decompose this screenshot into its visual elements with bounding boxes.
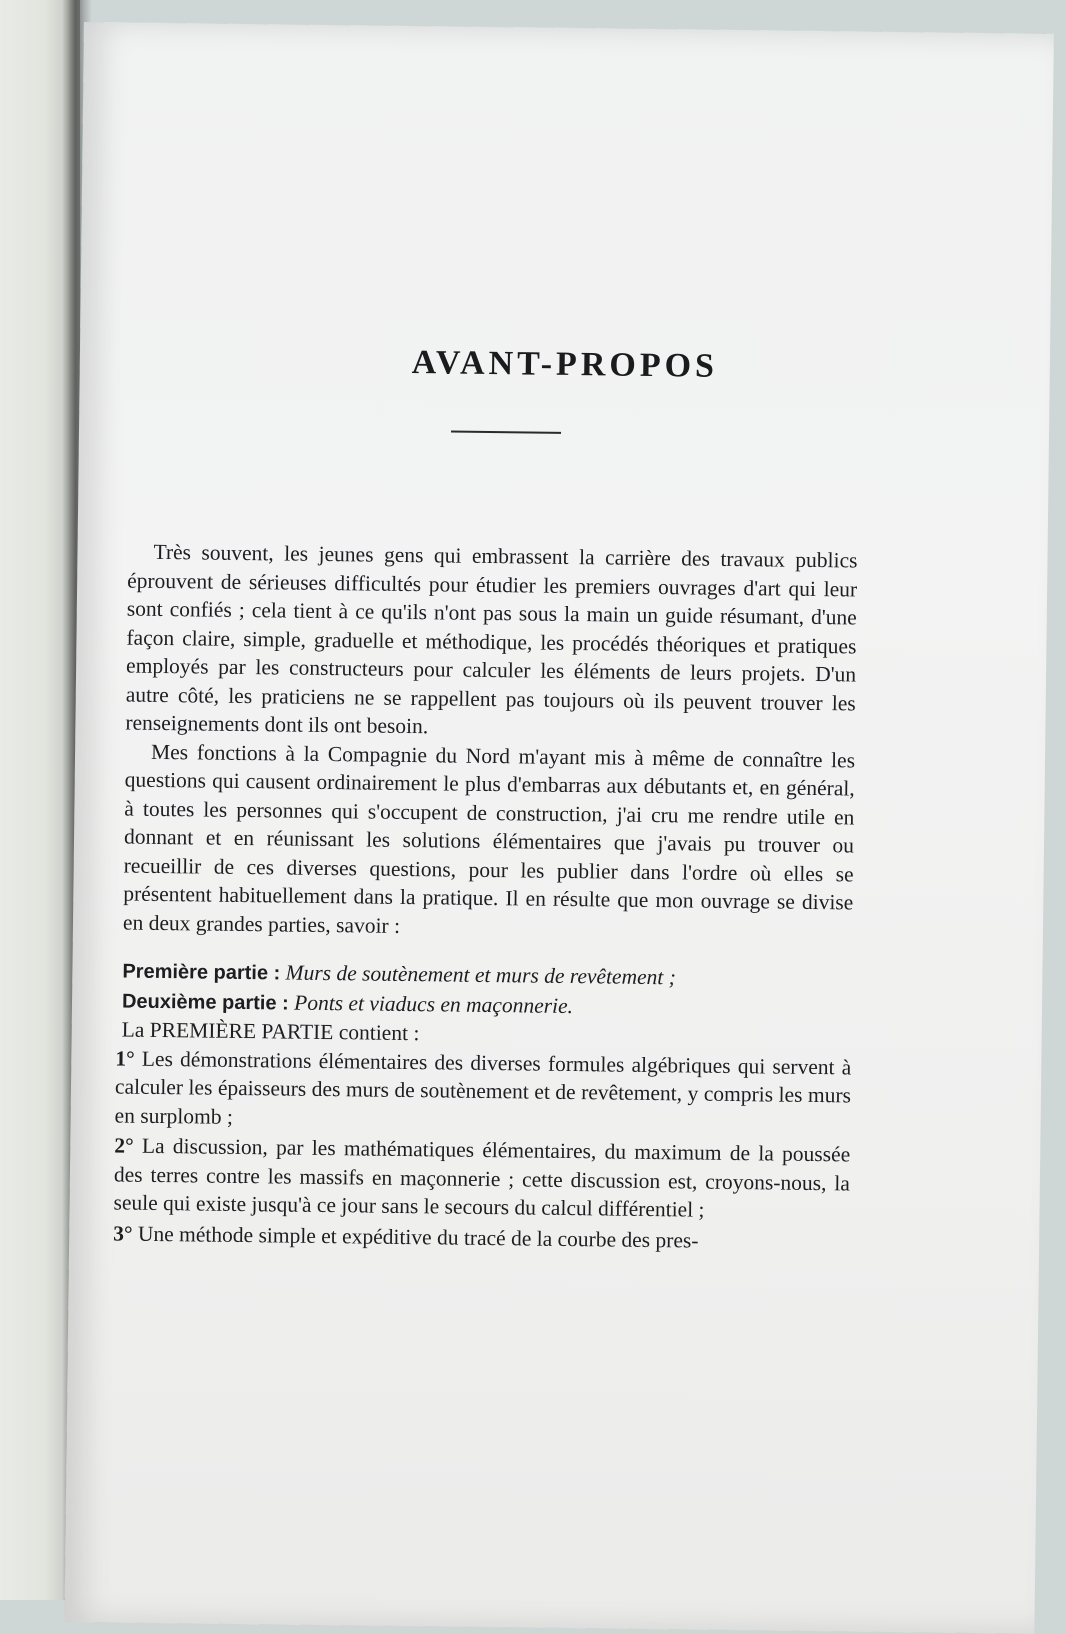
item-3-number: 3° <box>113 1220 133 1246</box>
title-rule <box>451 431 561 434</box>
part-2-label: Deuxième partie : <box>121 990 289 1015</box>
page-title: AVANT-PROPOS <box>411 344 719 385</box>
page-body <box>113 538 858 1257</box>
part-2-title: Ponts et viaducs en maçonnerie. <box>294 990 574 1018</box>
paragraph-1: Très souvent, les jeunes gens qui embrassent la carrière des travaux publics éprouvent de sérieuses difficultés pour étudier les premiers ouvrages d'art qui leur sont confiés ; cela tient à ce qu'ils n'ont pas sous la main un guide résumant, d'une façon claire, simple, graduelle et méthodique, les procédés théoriques et pratiques employés par les constructeurs pour calculer les éléments de leurs projets. D'un autre côté, les praticiens ne se rappellent pas toujours où ils peuvent trouver les renseignements dont ils ont besoin. <box>125 539 858 739</box>
contents-item-1 <box>114 1044 851 1138</box>
parts-list <box>122 957 853 1025</box>
contents-intro: La PREMIÈRE PARTIE contient : <box>121 1017 420 1046</box>
contents-item-2 <box>113 1131 850 1225</box>
item-1-text: Les démonstrations élémentaires des diverses formules algébriques qui servent à calculer les épaisseurs des murs de soutènement et de revêtement, y compris les murs en surplomb ; <box>114 1046 852 1129</box>
paragraph-2: Mes fonctions à la Compagnie du Nord m'ayant mis à même de connaître les questions qui causent ordinairement le plus d'embarras aux débutants et, en général, à toutes les personnes qui s'occupent de construction, j'ai cru me rendre utile en donnant et en réunissant les solutions élémentaires que j'avais pu trouver ou recueillir de ces diverses questions, pour les publier dans l'ordre où elles se présentent habituellement dans la pratique. Il en résulte que mon ouvrage se divise en deux grandes parties, savoir : <box>122 739 856 938</box>
item-2-number: 2° <box>114 1133 134 1158</box>
item-2-text: La discussion, par les mathématiques élémentaires, du maximum de la poussée des terres contre les massifs en maçonnerie ; cette discussion est, croyons-nous, la seule qui existe jusqu'à ce jour sans le secours du calcul différentiel ; <box>113 1133 851 1222</box>
part-1-title: Murs de soutènement et murs de revêtement ; <box>285 960 677 990</box>
part-1-label: Première partie : <box>122 960 281 985</box>
item-3-text: Une méthode simple et expéditive du tracé de la courbe des pres- <box>137 1221 699 1253</box>
book-page <box>64 22 1053 1634</box>
item-1-number: 1° <box>115 1045 135 1071</box>
contents-items <box>113 1044 852 1256</box>
